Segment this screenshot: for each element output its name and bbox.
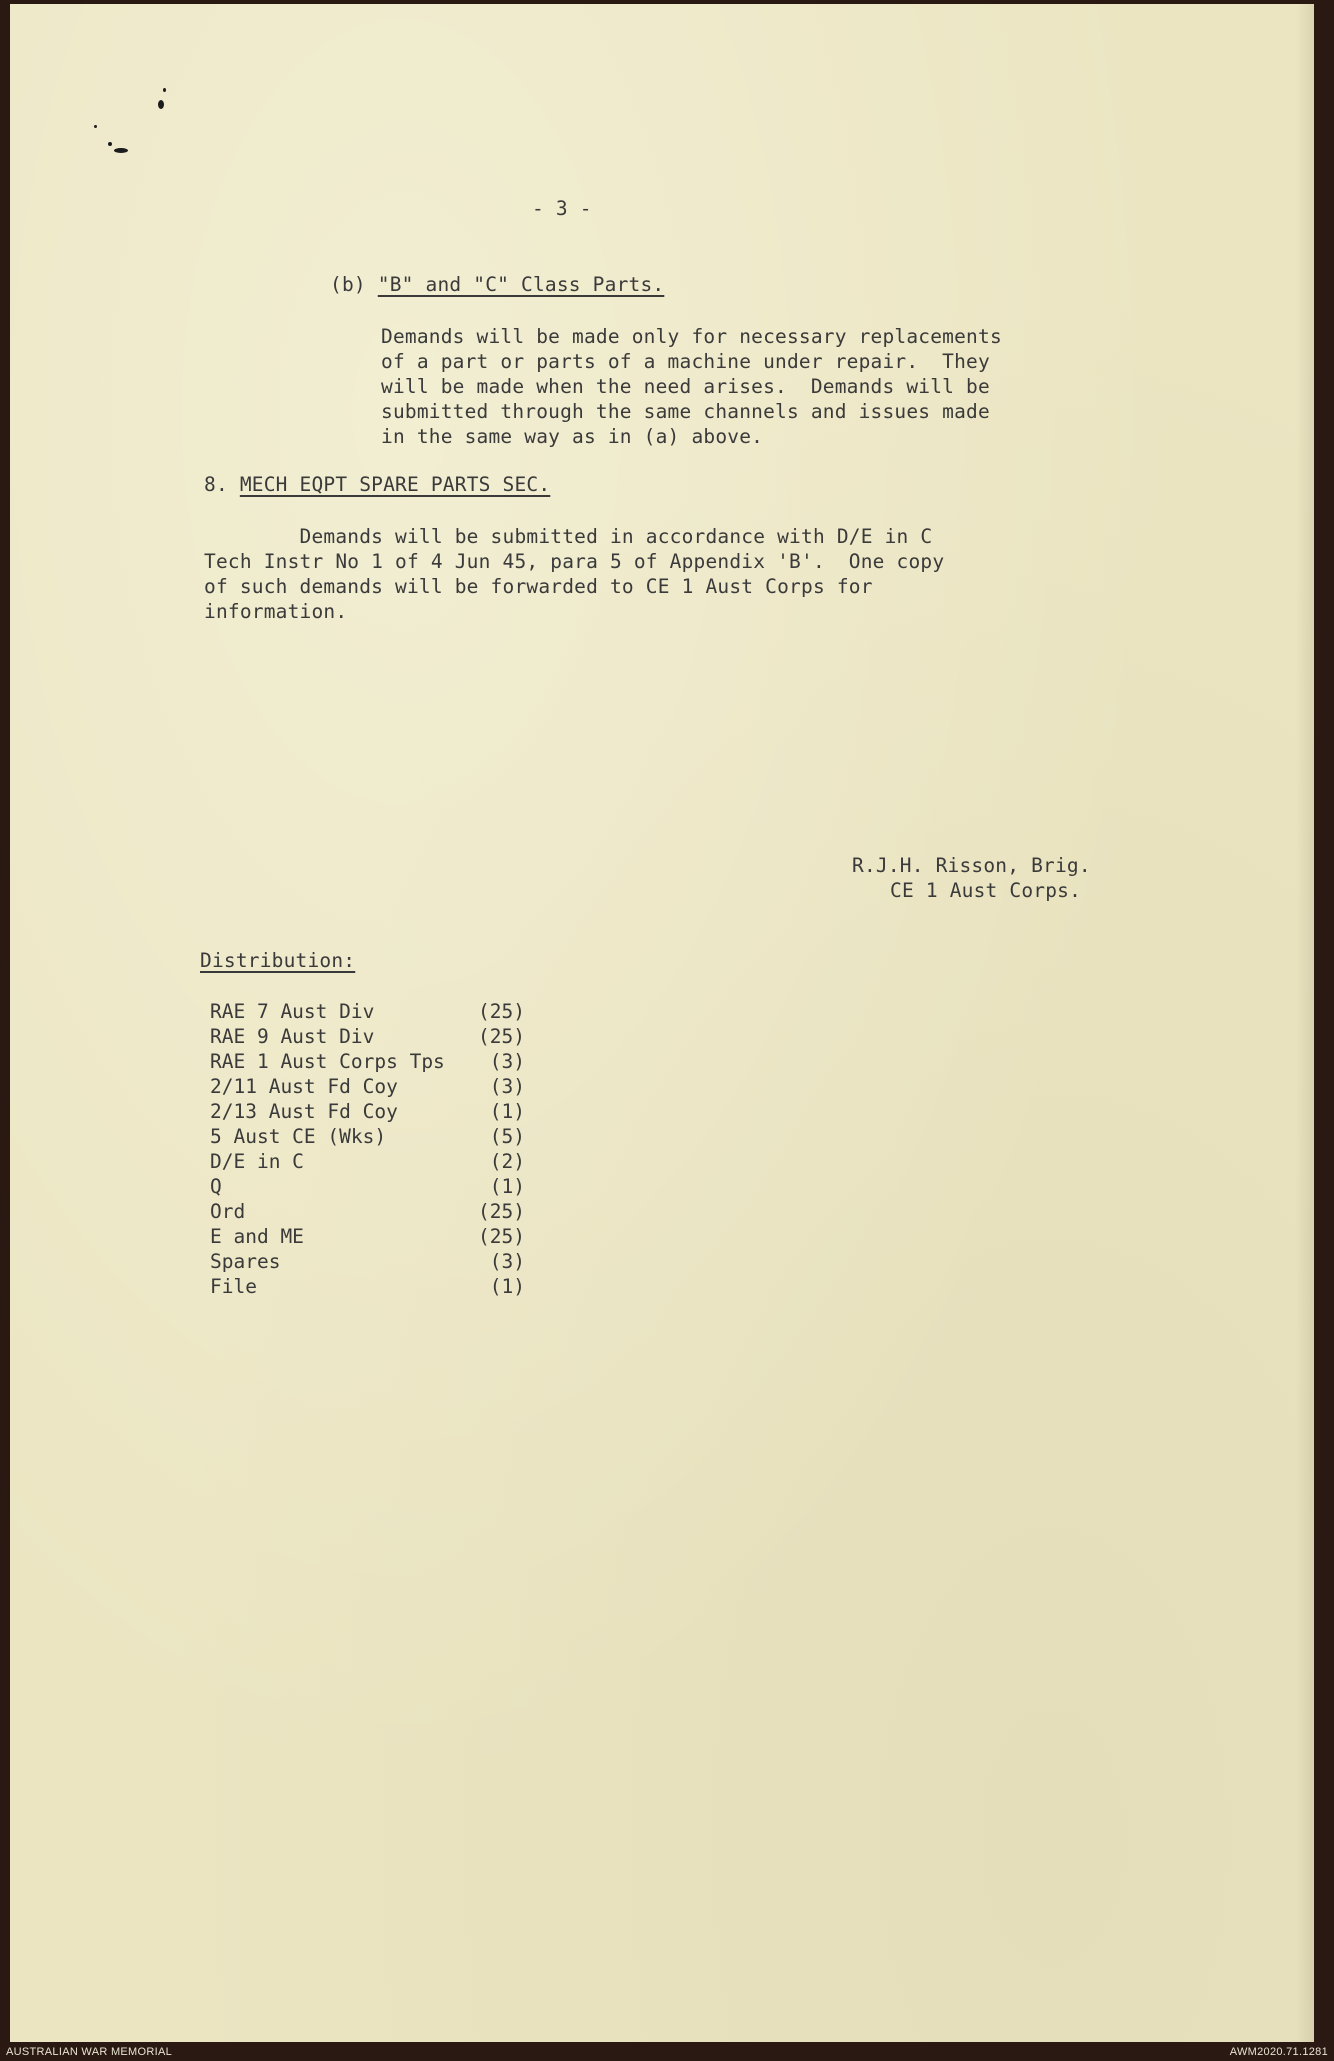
distribution-copies: (3) xyxy=(489,1050,525,1073)
distribution-recipient: 5 Aust CE (Wks) xyxy=(210,1125,387,1148)
section-b-line: will be made when the need arises. Demands will be xyxy=(381,375,990,398)
ink-speck xyxy=(163,88,166,92)
distribution-row xyxy=(210,1024,525,1049)
distribution-row xyxy=(210,1274,525,1299)
distribution-row xyxy=(210,1149,525,1174)
ink-speck xyxy=(114,148,128,153)
distribution-copies: (5) xyxy=(489,1125,525,1148)
ink-speck xyxy=(94,125,97,128)
distribution-recipient: Q xyxy=(210,1175,222,1198)
distribution-copies: (1) xyxy=(489,1275,525,1298)
distribution-recipient: Spares xyxy=(210,1250,281,1273)
distribution-copies: (1) xyxy=(489,1100,525,1123)
distribution-recipient: RAE 7 Aust Div xyxy=(210,1000,375,1023)
section-8-heading xyxy=(204,472,550,497)
section-8-number: 8. xyxy=(204,473,240,496)
distribution-copies: (25) xyxy=(478,1225,525,1248)
distribution-recipient: RAE 9 Aust Div xyxy=(210,1025,375,1048)
section-8-title: MECH EQPT SPARE PARTS SEC. xyxy=(239,473,551,496)
distribution-row xyxy=(210,1199,525,1224)
section-b-line: of a part or parts of a machine under repair. They xyxy=(381,350,990,373)
section-8-line: information. xyxy=(204,600,348,623)
footer-left: AUSTRALIAN WAR MEMORIAL xyxy=(6,2046,173,2058)
distribution-row xyxy=(210,999,525,1024)
section-b-line: Demands will be made only for necessary replacements xyxy=(381,325,1002,348)
distribution-copies: (2) xyxy=(489,1150,525,1173)
section-8-line: Tech Instr No 1 of 4 Jun 45, para 5 of Appendix 'B'. One copy xyxy=(204,550,945,573)
distribution-copies: (25) xyxy=(478,1000,525,1023)
distribution-row xyxy=(210,1124,525,1149)
distribution-row xyxy=(210,1249,525,1274)
section-b-label: (b) xyxy=(330,273,378,296)
distribution-copies: (1) xyxy=(489,1175,525,1198)
distribution-heading: Distribution: xyxy=(200,949,356,972)
section-b-title: "B" and "C" Class Parts. xyxy=(377,273,665,296)
distribution-copies: (3) xyxy=(489,1250,525,1273)
distribution-list xyxy=(210,999,525,1299)
section-b-heading xyxy=(330,272,664,297)
distribution-copies: (25) xyxy=(478,1025,525,1048)
signature-title: CE 1 Aust Corps. xyxy=(890,879,1082,902)
ink-speck xyxy=(108,142,112,146)
ink-speck xyxy=(158,100,164,109)
section-b-line: submitted through the same channels and issues made xyxy=(381,400,990,423)
section-8-line: of such demands will be forwarded to CE 1 Aust Corps for xyxy=(204,575,873,598)
distribution-recipient: 2/11 Aust Fd Coy xyxy=(210,1075,398,1098)
distribution-recipient: Ord xyxy=(210,1200,246,1223)
distribution-recipient: E and ME xyxy=(210,1225,304,1248)
distribution-row xyxy=(210,1224,525,1249)
distribution-row xyxy=(210,1049,525,1074)
page-number: - 3 - xyxy=(532,197,592,220)
distribution-recipient: D/E in C xyxy=(210,1150,304,1173)
distribution-recipient: RAE 1 Aust Corps Tps xyxy=(210,1050,445,1073)
distribution-row xyxy=(210,1074,525,1099)
distribution-recipient: 2/13 Aust Fd Coy xyxy=(210,1100,398,1123)
distribution-row xyxy=(210,1099,525,1124)
document-page xyxy=(10,4,1314,2042)
distribution-copies: (25) xyxy=(478,1200,525,1223)
section-b-line: in the same way as in (a) above. xyxy=(381,425,764,448)
section-8-line: Demands will be submitted in accordance with D/E in C xyxy=(204,525,933,548)
distribution-copies: (3) xyxy=(489,1075,525,1098)
signature-name: R.J.H. Risson, Brig. xyxy=(852,854,1091,877)
footer-right: AWM2020.71.1281 xyxy=(1229,2046,1328,2058)
distribution-recipient: File xyxy=(210,1275,257,1298)
distribution-row xyxy=(210,1174,525,1199)
